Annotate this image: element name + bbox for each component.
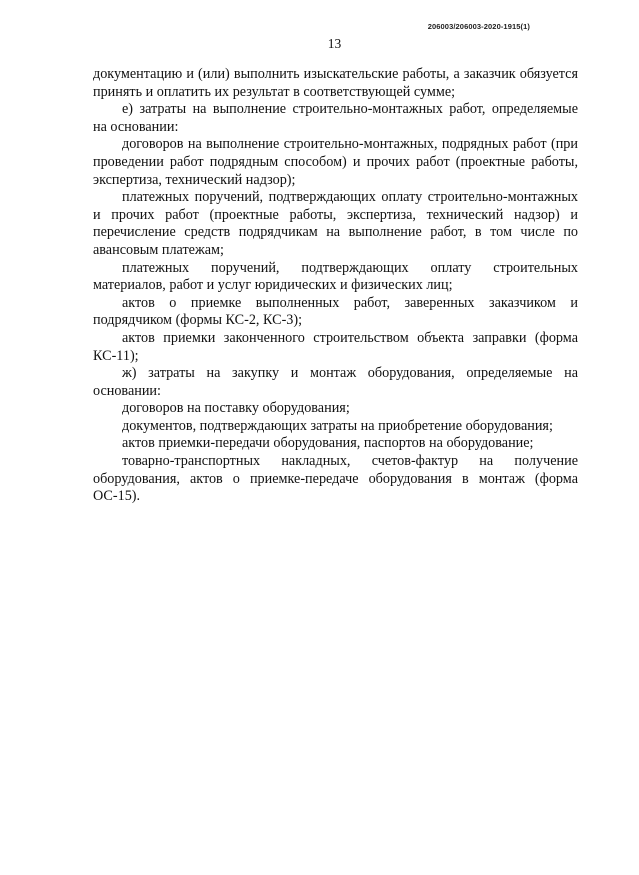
page-number: 13	[327, 36, 342, 51]
paragraph: документов, подтверждающих затраты на приобретение оборудования;	[122, 417, 553, 434]
paragraph: документацию и (или) выполнить изыскательские работы, а заказчик обязуется принять и оплатить их результат в соответствующей сумме;	[93, 66, 578, 100]
paragraph: платежных поручений, подтверждающих оплату строительных материалов, работ и услуг юридических и физических лиц;	[93, 259, 578, 294]
document-body	[93, 66, 578, 506]
paragraph: актов приемки законченного строительством объекта заправки (форма КС-11);	[93, 329, 578, 364]
paragraph: платежных поручений, подтверждающих оплату строительно-монтажных и прочих работ (проектные работы, экспертиза, технический надзор) и перечисление средств подрядчикам на выполнение работ, в том числе по авансовым платежам;	[93, 189, 578, 258]
paragraph: актов приемки-передачи оборудования, паспортов на оборудование;	[122, 435, 534, 452]
paragraph: актов о приемке выполненных работ, заверенных заказчиком и подрядчиком (формы КС-2, КС-3);	[93, 294, 578, 329]
paragraph: е) затраты на выполнение строительно-монтажных работ, определяемые на основании:	[93, 101, 578, 135]
document-code: 206003/206003-2020-1915(1)	[427, 22, 530, 31]
paragraph: договоров на поставку оборудования;	[122, 400, 350, 417]
paragraph: ж) затраты на закупку и монтаж оборудования, определяемые на основании:	[93, 365, 578, 399]
paragraph: товарно-транспортных накладных, счетов-фактур на получение оборудования, актов о приемке-передаче оборудования в монтаж (форма ОС-15).	[93, 453, 578, 505]
paragraph: договоров на выполнение строительно-монтажных, подрядных работ (при проведении работ подрядным способом) и прочих работ (проектные работы, экспертиза, технический надзор);	[93, 136, 578, 188]
